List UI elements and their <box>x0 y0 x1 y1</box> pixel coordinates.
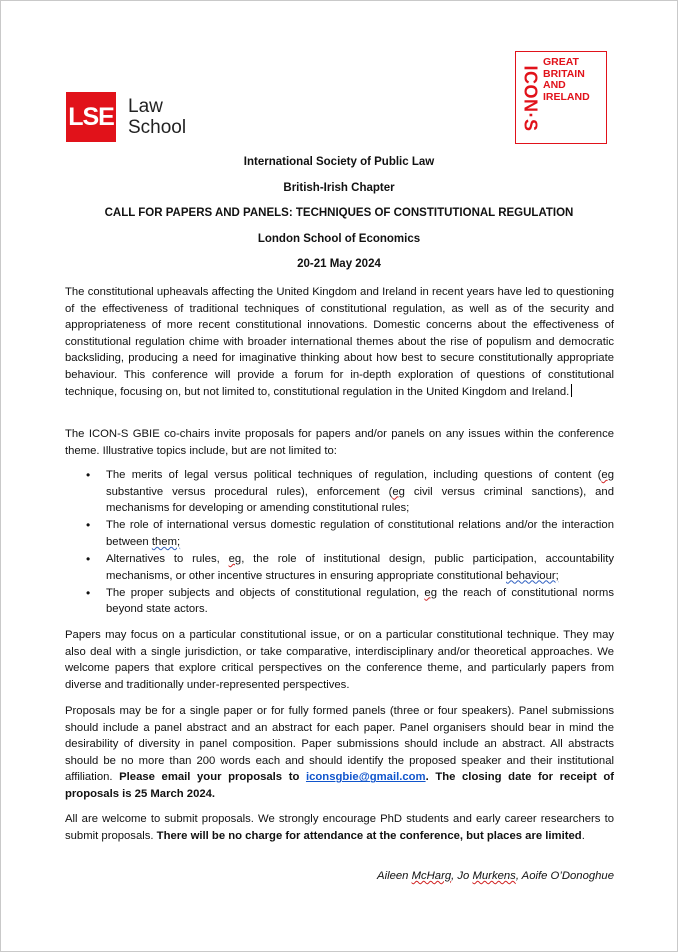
lse-law-school-logo <box>66 92 186 142</box>
list-item: • The role of international versus domestic regulation of constitutional relations and/or the interaction between them; <box>86 517 614 550</box>
heading-chapter: British-Irish Chapter <box>283 181 395 194</box>
lse-logo-box: LSE <box>66 92 116 142</box>
signature-co-chairs: Aileen McHarg, Jo Murkens, Aoife O’Donoghue <box>377 870 614 882</box>
heading-society: International Society of Public Law <box>243 156 435 168</box>
document-headings <box>0 155 678 283</box>
list-item: • Alternatives to rules, eg, the role of institutional design, public participation, accountability mechanisms, or other incentive structures in ensuring appropriate constitutional behaviour; <box>86 551 614 584</box>
paragraph-intro: The constitutional upheavals affecting the United Kingdom and Ireland in recent years have led to questioning of the effectiveness of traditional techniques of constitutional regulation, as well as of the security and appropriateness of more recent constitutional innovations. Domestic concerns about the effectiveness of constitutional regulation chime with broader international themes about the rise of populism and democratic backsliding, producing a need for imaginative thinking about how best to secure constitutionally appropriate behaviour. This conference will provide a forum for in-depth exploration of questions of constitutional technique, focusing on, but not limited to, constitutional regulation in the United Kingdom and Ireland. <box>65 286 614 398</box>
heading-call-for-papers: CALL FOR PAPERS AND PANELS: TECHNIQUES OF CONSTITUTIONAL REGULATION <box>104 207 574 219</box>
text-cursor <box>571 384 572 397</box>
icons-gbie-logo <box>515 51 607 144</box>
icons-chapter-name: GREAT BRITAIN AND IRELAND <box>543 56 590 103</box>
paragraph-invitation: The ICON-S GBIE co-chairs invite proposals for papers and/or panels on any issues within the conference theme. Illustrative topics include, but are not limited to: <box>65 428 614 457</box>
email-link[interactable]: iconsgbie@gmail.com <box>305 771 426 784</box>
list-item: • The merits of legal versus political techniques of regulation, including questions of content (eg substantive versus procedural rules), enforcement (eg civil versus criminal sanctions), and mechanisms for developing or amending constitutional rules; <box>86 467 614 517</box>
lse-logo-text <box>128 96 186 138</box>
paragraph-welcome: All are welcome to submit proposals. We strongly encourage PhD students and early career researchers to submit proposals. There will be no charge for attendance at the conference, but places are limited. <box>65 813 614 842</box>
topics-list <box>86 467 614 618</box>
list-item: • The proper subjects and objects of constitutional regulation, eg the reach of constitutional norms beyond state actors. <box>86 585 614 618</box>
paragraph-submission-details: Proposals may be for a single paper or for fully formed panels (three or four speakers). Panel submissions should include a panel abstract and an abstract for each paper. Panel organisers should bear in mind the desirability of diversity in panel composition. Paper submissions should include an abstract. All abstracts should be no more than 200 words each and should identify the proposed speaker and their institutional affiliation. Please email your proposals to iconsgbie@gmail.com. The closing date for receipt of proposals is 25 March 2024. <box>65 705 614 800</box>
heading-venue: London School of Economics <box>257 232 421 245</box>
lse-logo-line1: Law <box>128 96 163 117</box>
lse-logo-line2: School <box>128 117 187 138</box>
icons-vertical-wordmark: ICON·S <box>520 65 541 131</box>
heading-dates: 20-21 May 2024 <box>297 258 381 270</box>
paragraph-paper-scope: Papers may focus on a particular constitutional issue, or on a particular constitutional technique. They may also deal with a single jurisdiction, or take comparative, interdisciplinary and/or theoretical approaches. We welcome papers that explore critical perspectives on the conference theme, and particularly papers from diverse and traditionally under-represented perspectives. <box>65 629 614 691</box>
